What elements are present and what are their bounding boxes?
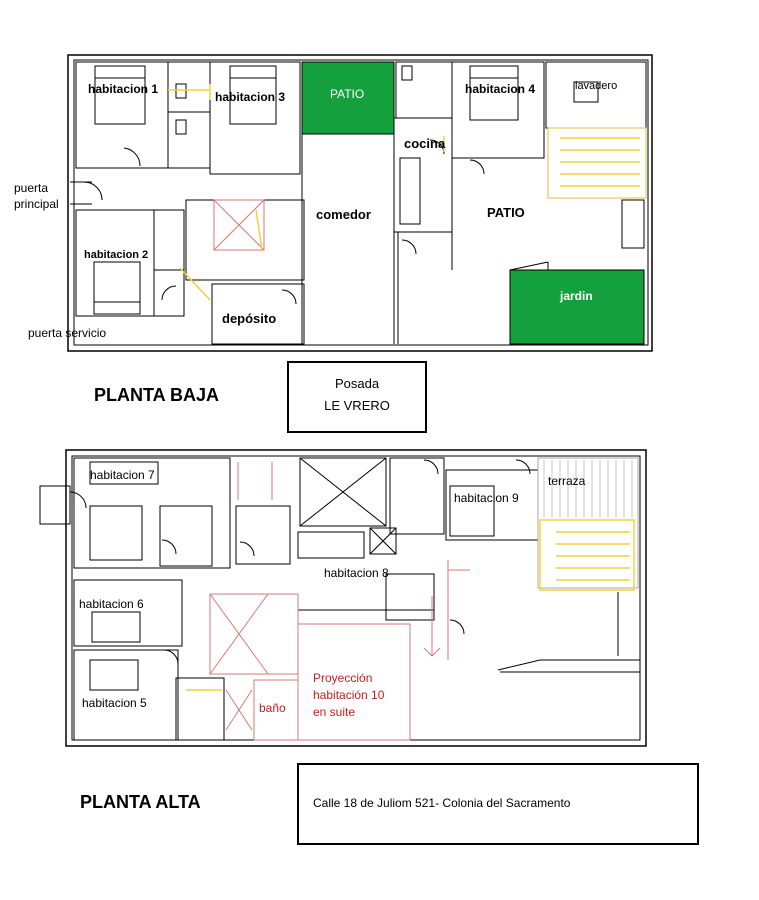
staircase-ground [186, 200, 304, 280]
label-terraza: terraza [548, 474, 586, 488]
label-puerta-principal-line1: puerta [14, 181, 49, 195]
label-habitacion-8: habitacion 8 [324, 566, 389, 580]
room-lavadero [546, 62, 646, 128]
bed-habitacion-7 [90, 506, 142, 560]
label-habitacion-4: habitacion 4 [465, 82, 536, 96]
staircase-upper [210, 594, 298, 674]
room-habitacion-6 [74, 580, 182, 646]
posada-name-box [287, 361, 427, 433]
label-proyeccion-line1: Proyección [313, 671, 373, 685]
room-habitacion-3 [210, 62, 300, 174]
ground-floor-yellow-accents [168, 84, 640, 300]
title-planta-baja: PLANTA BAJA [94, 385, 219, 405]
label-habitacion-1: habitacion 1 [88, 82, 159, 96]
bath-5-upper [176, 678, 224, 740]
label-habitacion-5: habitacion 5 [82, 696, 147, 710]
room-habitacion-4 [452, 62, 544, 158]
label-comedor: comedor [316, 207, 371, 222]
terraza-hatch [544, 460, 632, 518]
label-puerta-servicio: puerta servicio [28, 326, 107, 340]
patio-closet [622, 200, 644, 248]
label-habitacion-3: habitacion 3 [215, 90, 286, 104]
label-lavadero: lavadero [575, 80, 618, 92]
bath-1 [168, 62, 210, 112]
bath-4 [154, 210, 184, 270]
address-text: Calle 18 de Juliom 521- Colonia del Sacramento [313, 796, 571, 810]
bath-3 [396, 62, 452, 118]
title-planta-alta: PLANTA ALTA [80, 792, 201, 812]
bed-habitacion-2 [94, 262, 140, 314]
label-jardin: jardin [560, 289, 593, 303]
address-box [297, 763, 699, 845]
label-bano: baño [259, 701, 286, 715]
bed-habitacion-5 [90, 660, 138, 690]
bath-5 [154, 270, 184, 316]
bed-habitacion-6 [92, 612, 140, 642]
bath-9 [390, 458, 444, 534]
label-proyeccion-line3: en suite [313, 705, 356, 719]
label-deposito: depósito [222, 311, 277, 326]
posada-label: Posada [334, 376, 380, 391]
label-patio-right: PATIO [487, 205, 525, 220]
jardin-green-area [510, 270, 644, 344]
bath-8 [236, 506, 290, 564]
room-habitacion-9 [446, 470, 538, 540]
label-habitacion-7: habitacion 7 [90, 468, 155, 482]
label-habitacion-9: habitacion 9 [454, 491, 519, 505]
posada-name: LE VRERO [324, 398, 390, 413]
label-puerta-principal-line2: principal [14, 197, 59, 211]
label-habitacion-2: habitacion 2 [84, 249, 149, 261]
label-habitacion-6: habitacion 6 [79, 597, 144, 611]
label-patio-left: PATIO [330, 87, 365, 101]
room-habitacion-2 [76, 210, 154, 316]
bath-2 [168, 112, 210, 168]
bed-habitacion-8 [386, 574, 434, 620]
label-proyeccion-line2: habitación 10 [313, 688, 385, 702]
label-cocina: cocina [404, 136, 446, 151]
bath-7 [160, 506, 212, 566]
